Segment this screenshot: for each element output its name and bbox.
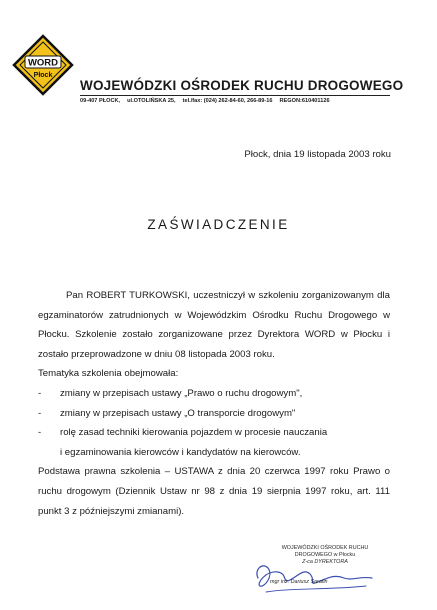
topic-item	[38, 384, 390, 404]
bullet-dash: -	[38, 407, 42, 419]
street-address: ul.OTOLIŃSKA 25,	[127, 98, 176, 104]
organization-name: WOJEWÓDZKI OŚRODEK RUCHU DROGOWEGO	[80, 78, 404, 93]
issue-date: Płock, dnia 19 listopada 2003 roku	[244, 149, 391, 160]
logo-city-text: Płock	[33, 72, 53, 79]
organization-address	[80, 98, 390, 104]
word-logo	[12, 34, 74, 96]
official-stamp	[270, 545, 380, 586]
topic-text: rolę zasad techniki kierowania pojazdem w procesie nauczania	[60, 427, 328, 439]
regon-number: REGON:610401126	[279, 98, 330, 104]
topic-text: zmiany w przepisach ustawy „O transporcie drogowym"	[60, 407, 296, 419]
stamp-position: Z-ca DYREKTORA	[302, 559, 348, 566]
topic-item	[38, 404, 390, 424]
letterhead-divider	[80, 95, 390, 96]
topics-header: Tematyka szkolenia obejmowała:	[38, 368, 179, 380]
topic-text: zmiany w przepisach ustawy „Prawo o ruchu drogowym",	[60, 387, 303, 399]
topic-item	[38, 423, 390, 443]
postal-address: 09-407 PŁOCK,	[80, 98, 121, 104]
bullet-dash: -	[38, 387, 42, 399]
stamp-signer: mgr inż. Dariusz Sarafin	[270, 578, 328, 585]
certificate-body	[38, 286, 390, 521]
stamp-line: WOJEWÓDZKI OŚRODEK RUCHU	[281, 545, 369, 551]
main-paragraph: Pan ROBERT TURKOWSKI, uczestniczył w szkoleniu zorganizowanym dla egzaminatorów zatrudnionych w Wojewódzkim Ośrodku Ruchu Drogowego w Płocku. Szkolenie zostało zorganizowane przez Dyrektora WORD w Płocku i zostało przeprowadzone w dniu 08 listopada 2003 roku.	[38, 290, 390, 360]
stamp-line: DROGOWEGO w Płocku	[294, 552, 356, 559]
topic-continuation: i egzaminowania kierowców i kandydatów na kierowców.	[60, 446, 301, 458]
document-title: ZAŚWIADCZENIE	[147, 217, 290, 232]
phone-fax: tel./fax: (024) 262-84-60, 266-89-16	[182, 98, 273, 104]
logo-word-text: WORD	[27, 57, 59, 69]
legal-basis-paragraph: Podstawa prawna szkolenia – USTAWA z dnia 20 czerwca 1997 roku Prawo o ruchu drogowym (Dziennik Ustaw nr 98 z dnia 19 sierpnia 1997 roku, art. 111 punkt 3 z późniejszymi zmianami).	[38, 466, 390, 517]
bullet-dash: -	[38, 427, 42, 439]
